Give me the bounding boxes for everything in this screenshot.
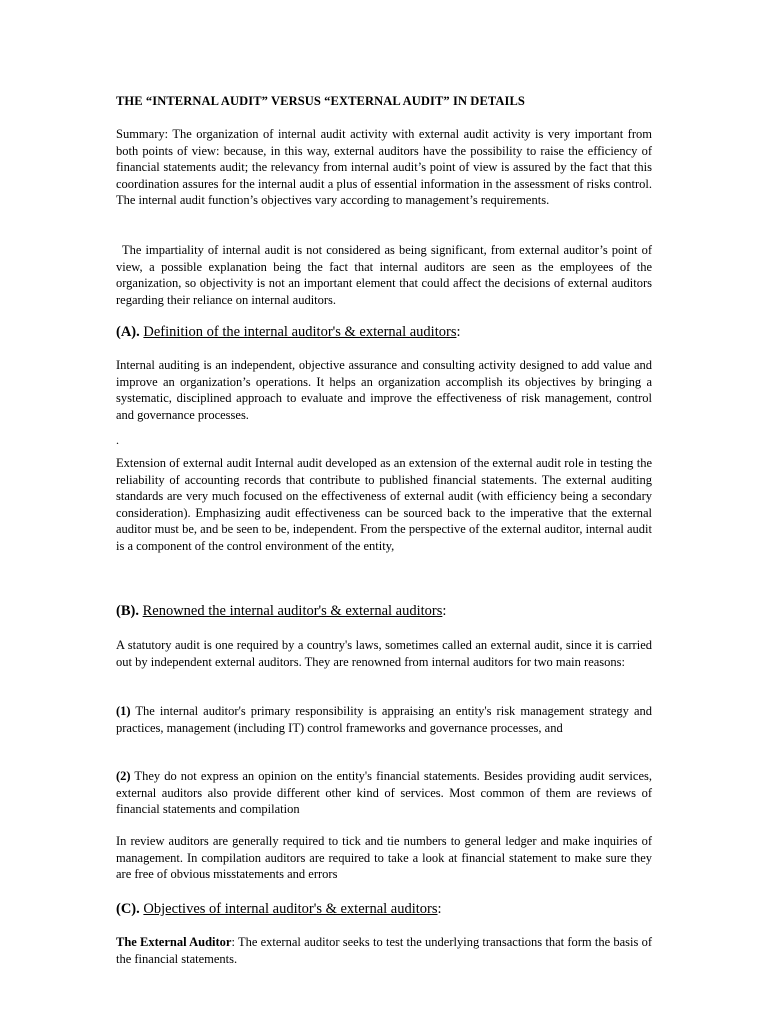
section-b-heading <box>116 602 652 620</box>
reason-2-paragraph <box>116 768 652 818</box>
external-auditor-label: The External Auditor <box>116 935 232 949</box>
section-c-colon: : <box>437 901 442 917</box>
summary-paragraph: Summary: The organization of internal audit activity with external audit activity is very important from both points of view: because, in this way, external auditors have the possibility to raise the efficiency of financial statements audit; the relevancy from internal audit’s point of view is assured by the fact that this coordination assures for the internal audit a plus of essential information in the assessment of risks control. The internal audit function’s objectives vary according to management’s requirements. <box>116 127 652 208</box>
reason-2-label: (2) <box>116 769 131 783</box>
external-auditor-text: : The external auditor seeks to test the underlying transactions that form the basis of the financial statements. <box>116 935 652 966</box>
reason-2-text: They do not express an opinion on the entity's financial statements. Besides providing audit services, external auditors also provide different other kind of services. Most common of them are reviews of financial statements and compilation <box>116 769 652 817</box>
section-b-title: Renowned the internal auditor's & external auditors <box>142 603 443 619</box>
internal-auditing-definition: Internal auditing is an independent, objective assurance and consulting activity designed to add value and improve an organization’s operations. It helps an organization accomplish its objectives by bringing a systematic, disciplined approach to evaluate and improve the effectiveness of risk management, control and governance processes. <box>116 358 652 422</box>
external-audit-extension-paragraph: Extension of external audit Internal audit developed as an extension of the external audit role in testing the reliability of accounting records that contribute to published financial statements. The external auditing standards are very much focused on the effectiveness of external audit (with efficiency being a secondary consideration). Emphasizing audit effectiveness can be sourced back to the imperative that the external auditor must be, and be seen to be, independent. From the perspective of the external auditor, internal audit is a component of the control environment of the entity, <box>116 456 652 553</box>
reason-1-label: (1) <box>116 704 131 718</box>
section-c-label: (C). <box>116 901 140 917</box>
section-a-colon: : <box>456 324 461 340</box>
stray-dot: . <box>116 433 119 447</box>
external-auditor-paragraph <box>116 934 652 967</box>
impartiality-text: The impartiality of internal audit is not considered as being significant, from external auditor’s point of view, a possible explanation being the fact that internal auditors are seen as the employees of the organization, so objectivity is not an important element that could affect the decisions of external auditors regarding their reliance on internal auditors. <box>116 243 652 307</box>
section-c-heading <box>116 900 652 918</box>
section-c-title: Objectives of internal auditor's & external auditors <box>143 901 438 917</box>
section-b-label: (B). <box>116 603 139 619</box>
document-title: THE “INTERNAL AUDIT” VERSUS “EXTERNAL AUDIT” IN DETAILS <box>116 94 525 108</box>
section-b-colon: : <box>442 603 447 619</box>
statutory-audit-paragraph: A statutory audit is one required by a country's laws, sometimes called an external audit, since it is carried out by independent external auditors. They are renowned from internal auditors for two main reasons: <box>116 638 652 669</box>
review-compilation-paragraph: In review auditors are generally required to tick and tie numbers to general ledger and make inquiries of management. In compilation auditors are required to take a look at financial statement to make sure they are free of obvious misstatements and errors <box>116 834 652 882</box>
reason-1-text: The internal auditor's primary responsibility is appraising an entity's risk management strategy and practices, management (including IT) control frameworks and governance processes, and <box>116 704 652 735</box>
reason-1-paragraph <box>116 703 652 736</box>
impartiality-paragraph <box>116 242 652 308</box>
section-a-title: Definition of the internal auditor's & external auditors <box>143 324 457 340</box>
section-a-label: (A). <box>116 324 140 340</box>
section-a-heading <box>116 323 652 341</box>
